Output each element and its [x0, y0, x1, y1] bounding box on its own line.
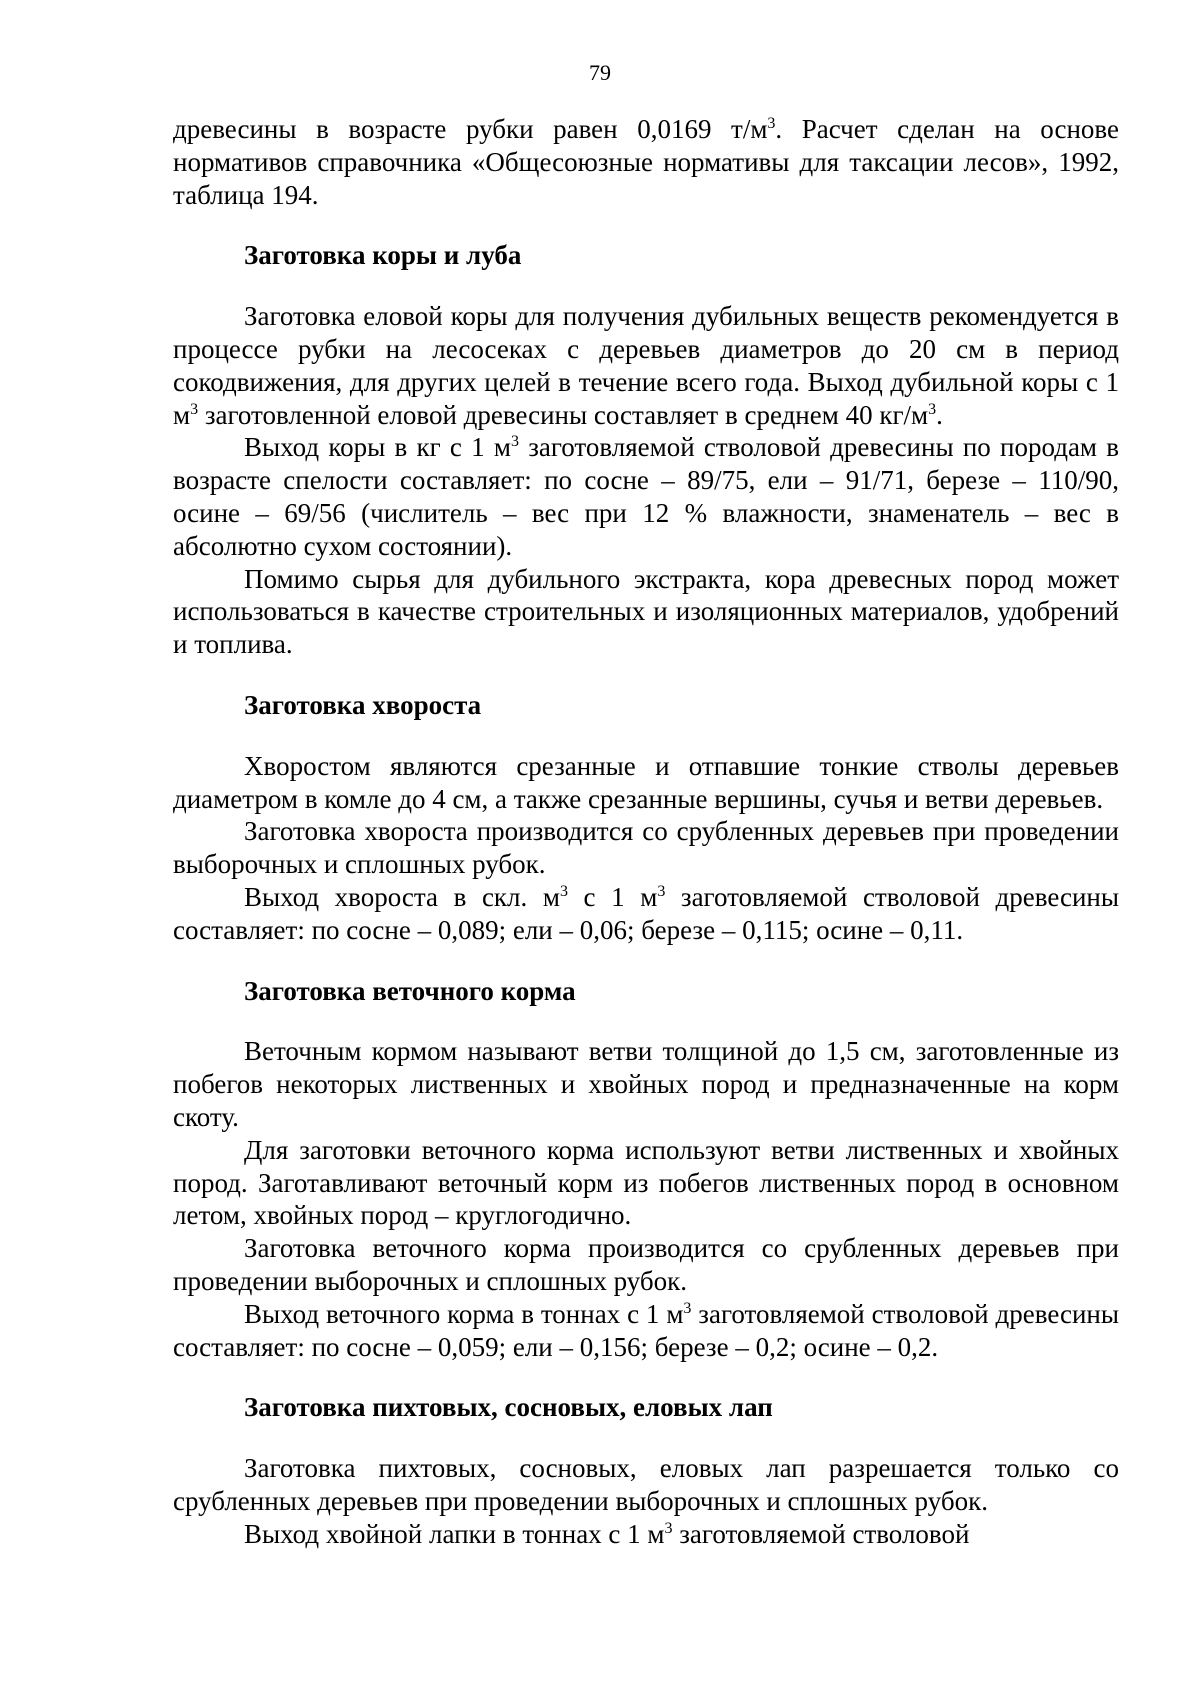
page-number: 79 [589, 60, 611, 85]
section-heading: Заготовка веточного корма [244, 975, 576, 1006]
paragraph: Хворостом являются срезанные и отпавшие тонкие стволы деревьев диаметром в комле до 4 см, а также срезанные вершины, сучья и ветви деревьев. [173, 750, 1119, 814]
paragraph: древесины в возрасте рубки равен 0,0169 $т/м^3$. Расчет сделан на основе нормативов справочника «Общесоюзные нормативы для таксации лесов», 1992, таблица 194. [173, 114, 1119, 210]
paragraph: Выход хвойной лапки в тоннах с 1 $м^3$ заготовляемой стволовой [244, 1518, 970, 1549]
paragraph: Для заготовки веточного корма используют ветви лиственных и хвойных пород. Заготавливают веточный корм из побегов лиственных пород в основном летом, хвойных пород – круглогодично. [173, 1134, 1119, 1231]
paragraph: Заготовка пихтовых, сосновых, еловых лап разрешается только со срубленных деревьев при проведении выборочных и сплошных рубок. [173, 1453, 1119, 1516]
paragraph: Выход веточного корма в тоннах с 1 $м^3$ заготовляемой стволовой древесины составляет: по сосне – 0,059; ели – 0,156; березе – 0,2; осине – 0,2. [173, 1298, 1119, 1362]
paragraph: Заготовка веточного корма производится со срубленных деревьев при проведении выборочных и сплошных рубок. [173, 1233, 1119, 1296]
paragraph: Выход коры в кг с 1 $м^3$ заготовляемой стволовой древесины по породам в возрасте спелости составляет: по сосне – 89/75, ели – 91/71, березе – 110/90, осине – 69/56 (числитель – вес при 12 % влажности, знаменатель – вес в абсолютно сухом состоянии). [173, 432, 1120, 561]
paragraph: Выход хвороста в скл. $м^3$ с 1 $м^3$ заготовляемой стволовой древесины составляет: по сосне – 0,089; ели – 0,06; березе – 0,115; осине – 0,11. [173, 881, 1120, 945]
paragraph: Заготовка хвороста производится со срубленных деревьев при проведении выборочных и сплошных рубок. [173, 816, 1119, 880]
section-heading: Заготовка коры и луба [244, 240, 522, 271]
section-heading: Заготовка хвороста [244, 689, 482, 720]
page-body [173, 113, 1119, 1550]
paragraph: Заготовка еловой коры для получения дубильных веществ рекомендуется в процессе рубки на лесосеках с деревьев диаметров до 20 см в период сокодвижения, для других целей в течение всего года. Выход дубильной коры с 1 $м^3$ заготовленной еловой древесины составляет в среднем 40 $кг/м^3$. [173, 301, 1119, 430]
paragraph: Помимо сырья для дубильного экстракта, кора древесных пород может использоваться в качестве строительных и изоляционных материалов, удобрений и топлива. [173, 563, 1119, 660]
section-heading: Заготовка пихтовых, сосновых, еловых лап [244, 1392, 773, 1423]
paragraph: Веточным кормом называют ветви толщиной до 1,5 см, заготовленные из побегов некоторых лиственных и хвойных пород и предназначенные на корм скоту. [173, 1036, 1119, 1132]
